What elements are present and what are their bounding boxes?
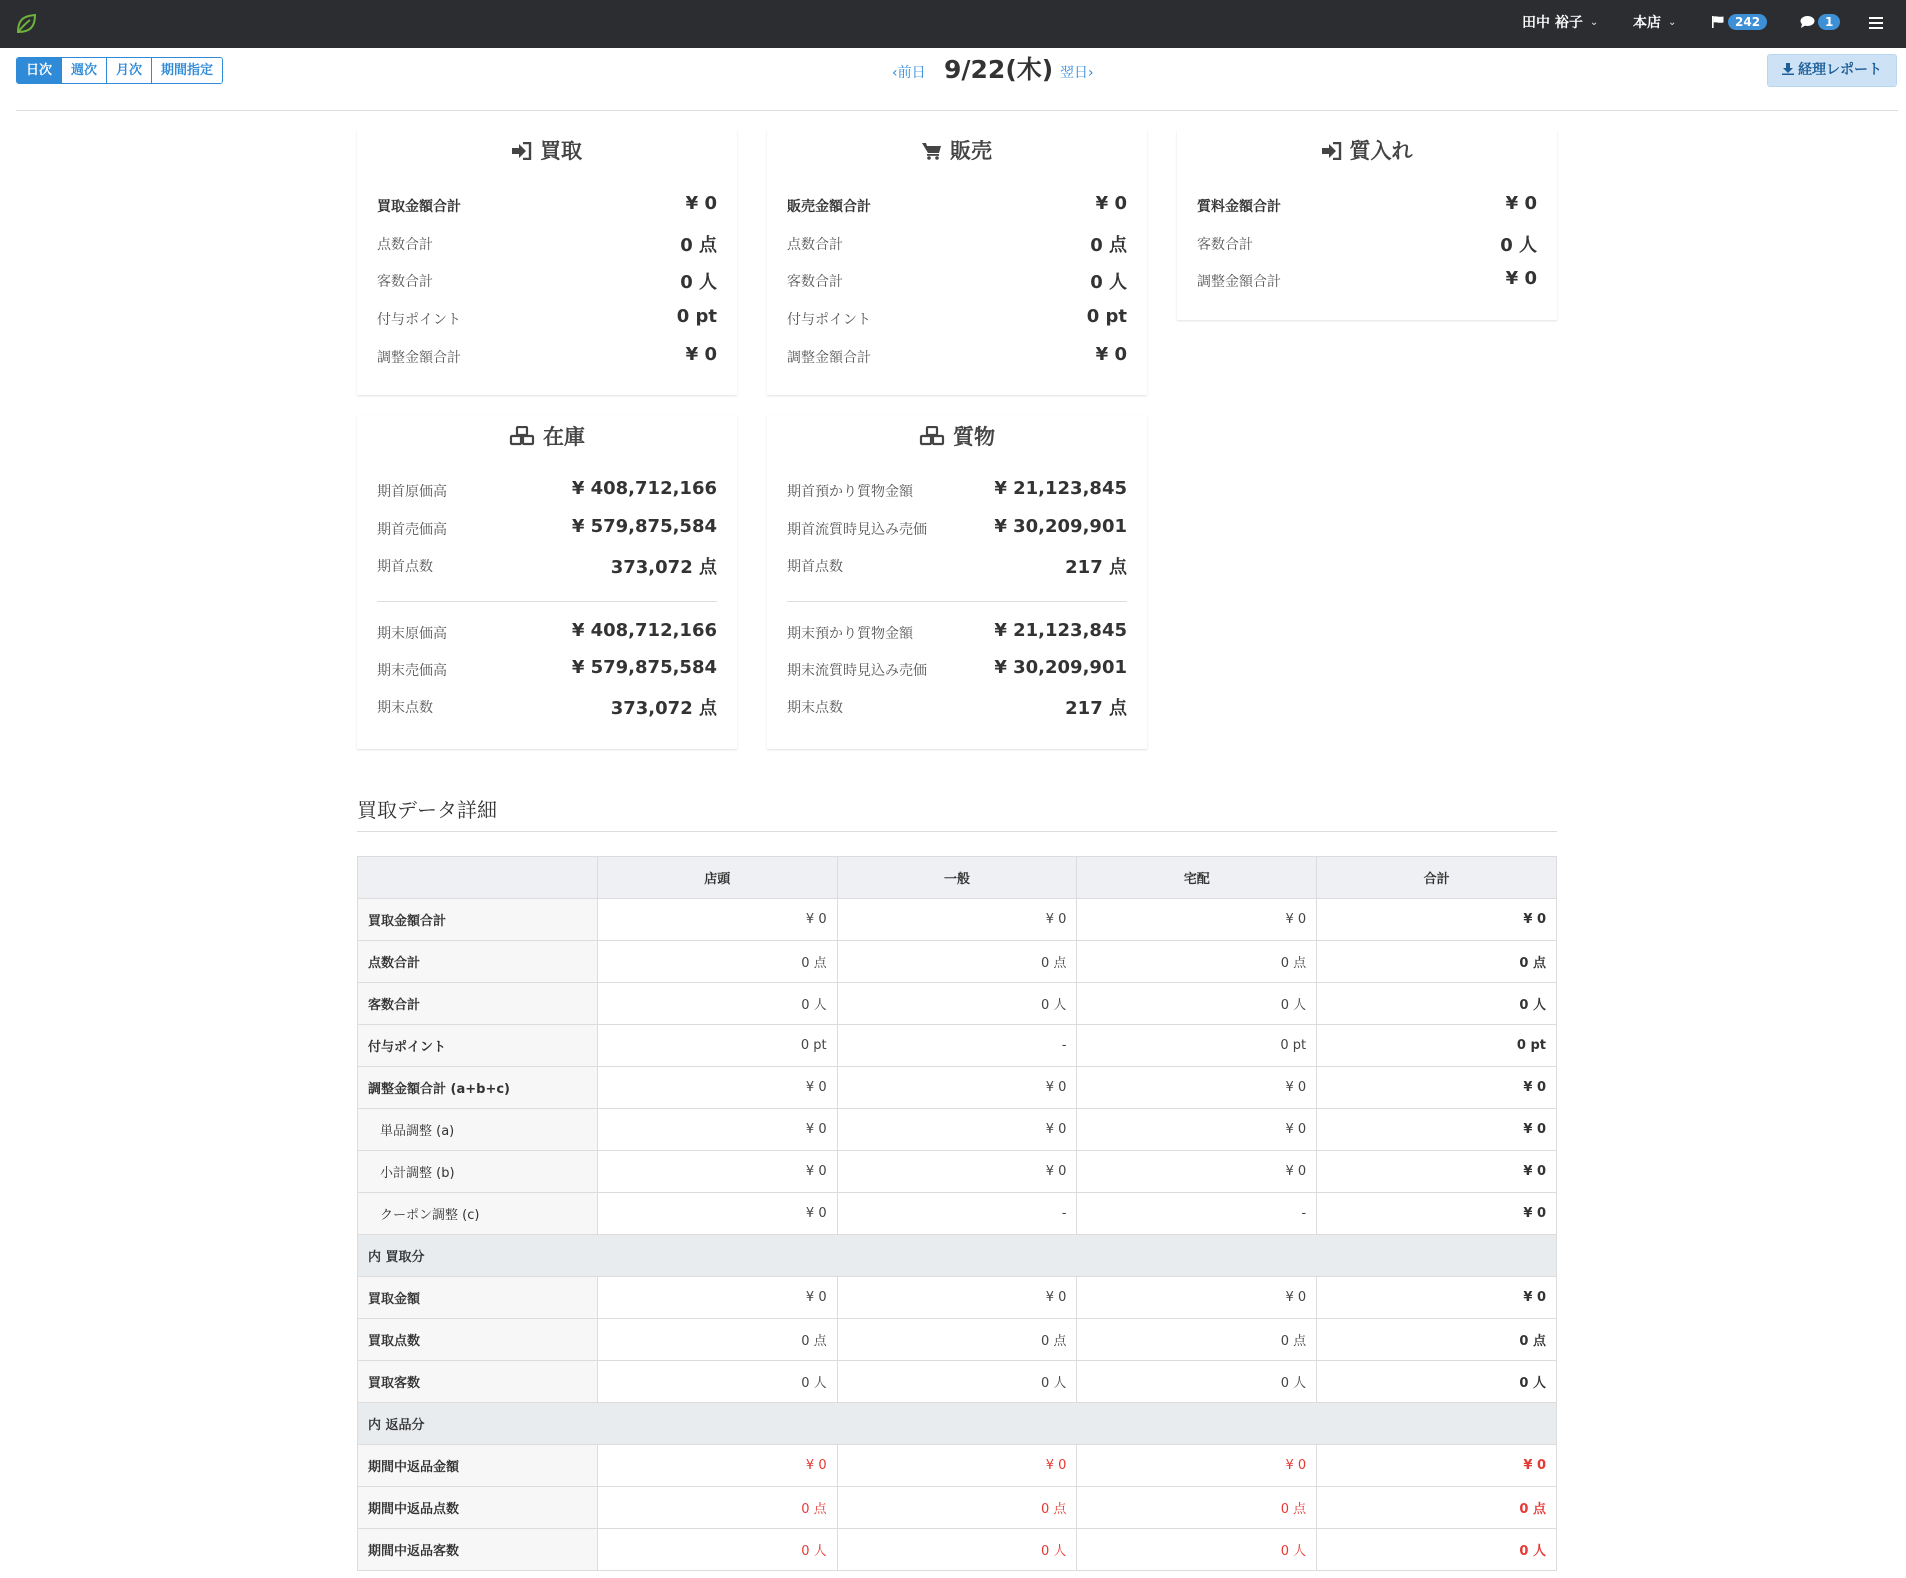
row-value: 373,072 点 xyxy=(610,557,717,578)
chevron-right-icon: › xyxy=(1088,65,1094,81)
row-header: 小計調整 (b) xyxy=(358,1151,598,1193)
row-value: 0 人 xyxy=(1090,272,1127,293)
row-value: 0 点 xyxy=(680,235,717,256)
table-row xyxy=(358,1487,1557,1529)
summary-row xyxy=(787,260,1127,298)
row-value: ¥ 408,712,166 xyxy=(571,620,717,641)
column-header: 宅配 xyxy=(1077,857,1317,899)
table-cell: 0 点 xyxy=(837,1487,1077,1529)
row-label: 期首原価高 xyxy=(377,484,447,500)
summary-row xyxy=(1197,185,1537,223)
row-value: ¥ 408,712,166 xyxy=(571,478,717,499)
row-value: 217 点 xyxy=(1065,698,1127,719)
row-label: 付与ポイント xyxy=(787,312,871,328)
summary-row xyxy=(787,336,1127,374)
chevron-left-icon: ‹ xyxy=(892,65,898,81)
row-value: ¥ 0 xyxy=(685,193,717,214)
row-header: 期間中返品客数 xyxy=(358,1529,598,1571)
column-header: 店頭 xyxy=(597,857,837,899)
table-cell-total: 0 人 xyxy=(1317,983,1557,1025)
prev-day-link[interactable] xyxy=(892,62,926,82)
table-cell: 0 人 xyxy=(837,1361,1077,1403)
table-cell: ¥ 0 xyxy=(597,899,837,941)
row-value: 217 点 xyxy=(1065,557,1127,578)
header-divider xyxy=(16,110,1898,111)
summary-row xyxy=(787,223,1127,261)
sales-card-title xyxy=(767,135,1147,165)
table-cell-total: 0 点 xyxy=(1317,1487,1557,1529)
table-row xyxy=(358,1277,1557,1319)
row-value: ¥ 0 xyxy=(685,344,717,365)
table-cell-total: 0 点 xyxy=(1317,941,1557,983)
table-cell-total: ¥ 0 xyxy=(1317,1277,1557,1319)
row-label: 点数合計 xyxy=(787,237,843,253)
row-label: 調整金額合計 xyxy=(1197,274,1281,290)
row-label: 期首点数 xyxy=(787,559,843,575)
table-cell-total: 0 pt xyxy=(1317,1025,1557,1067)
table-cell: ¥ 0 xyxy=(597,1067,837,1109)
table-cell: - xyxy=(837,1193,1077,1235)
pledges-card-title xyxy=(767,421,1147,451)
row-value: ¥ 21,123,845 xyxy=(994,478,1127,499)
table-cell: 0 pt xyxy=(1077,1025,1317,1067)
prev-day-label: 前日 xyxy=(897,65,926,81)
table-row xyxy=(358,899,1557,941)
summary-row xyxy=(377,612,717,650)
row-value: 0 人 xyxy=(1500,235,1537,256)
hamburger-icon xyxy=(1869,17,1883,29)
row-label: 期末売価高 xyxy=(377,663,447,679)
card-divider xyxy=(787,601,1127,602)
row-value: ¥ 579,875,584 xyxy=(571,657,717,678)
row-header: 買取点数 xyxy=(358,1319,598,1361)
table-cell: - xyxy=(837,1025,1077,1067)
table-row xyxy=(358,1529,1557,1571)
table-row xyxy=(358,983,1557,1025)
row-header: 調整金額合計 (a+b+c) xyxy=(358,1067,598,1109)
table-cell: ¥ 0 xyxy=(837,899,1077,941)
row-value: 373,072 点 xyxy=(610,698,717,719)
table-row xyxy=(358,941,1557,983)
row-value: ¥ 0 xyxy=(1095,344,1127,365)
comment-icon xyxy=(1800,15,1815,29)
row-label: 期首売価高 xyxy=(377,522,447,538)
table-cell: ¥ 0 xyxy=(597,1445,837,1487)
table-cell: ¥ 0 xyxy=(597,1193,837,1235)
row-label: 期末点数 xyxy=(787,700,843,716)
table-cell: ¥ 0 xyxy=(1077,1109,1317,1151)
table-cell: 0 点 xyxy=(1077,941,1317,983)
row-header: クーポン調整 (c) xyxy=(358,1193,598,1235)
row-label: 買取金額合計 xyxy=(377,199,461,215)
table-cell: ¥ 0 xyxy=(1077,1445,1317,1487)
row-label: 期末点数 xyxy=(377,700,433,716)
row-value: ¥ 0 xyxy=(1505,193,1537,214)
pledges-title-text: 質物 xyxy=(953,425,995,449)
table-cell: ¥ 0 xyxy=(1077,899,1317,941)
sales-summary-card xyxy=(767,130,1147,395)
summary-row xyxy=(377,185,717,223)
table-cell: 0 点 xyxy=(837,1319,1077,1361)
row-label: 期末原価高 xyxy=(377,626,447,642)
pledges-summary-card xyxy=(767,416,1147,749)
row-value: 0 pt xyxy=(676,306,717,327)
store-name: 本店 xyxy=(1633,15,1661,31)
message-count-badge: 1 xyxy=(1818,14,1840,30)
leaf-logo-icon[interactable] xyxy=(14,12,38,36)
table-cell-total: ¥ 0 xyxy=(1317,1109,1557,1151)
top-navbar xyxy=(0,0,1906,48)
table-cell: 0 人 xyxy=(1077,1361,1317,1403)
table-cell: 0 点 xyxy=(837,941,1077,983)
summary-row xyxy=(377,649,717,687)
purchase-card-title xyxy=(357,135,737,165)
summary-row xyxy=(787,686,1127,724)
table-group-row xyxy=(358,1403,1557,1445)
table-cell: 0 点 xyxy=(597,1319,837,1361)
table-cell: ¥ 0 xyxy=(597,1109,837,1151)
hamburger-menu[interactable] xyxy=(1869,0,1883,48)
row-header: 買取金額 xyxy=(358,1277,598,1319)
table-group-row xyxy=(358,1235,1557,1277)
row-label: 販売金額合計 xyxy=(787,199,871,215)
purchase-title-text: 買取 xyxy=(540,139,582,163)
store-menu[interactable] xyxy=(1633,0,1676,48)
user-name: 田中 裕子 xyxy=(1522,15,1583,31)
summary-row xyxy=(787,545,1127,583)
summary-row xyxy=(377,298,717,336)
table-cell: - xyxy=(1077,1193,1317,1235)
row-header: 買取金額合計 xyxy=(358,899,598,941)
summary-row xyxy=(787,649,1127,687)
table-cell: ¥ 0 xyxy=(837,1067,1077,1109)
purchase-detail-table xyxy=(357,856,1557,1571)
table-cell-total: ¥ 0 xyxy=(1317,1193,1557,1235)
table-cell: 0 人 xyxy=(1077,1529,1317,1571)
row-label: 調整金額合計 xyxy=(377,350,461,366)
accounting-report-button[interactable] xyxy=(1767,54,1897,87)
table-row xyxy=(358,1319,1557,1361)
pawn-title-text: 質入れ xyxy=(1349,139,1413,163)
flag-icon xyxy=(1711,15,1725,29)
summary-row xyxy=(1197,223,1537,261)
tab-daily[interactable]: 日次 xyxy=(17,58,61,83)
column-header xyxy=(358,857,598,899)
table-cell: 0 人 xyxy=(837,1529,1077,1571)
table-cell: 0 人 xyxy=(1077,983,1317,1025)
table-cell: ¥ 0 xyxy=(837,1151,1077,1193)
table-header-row xyxy=(358,857,1557,899)
table-cell: ¥ 0 xyxy=(597,1151,837,1193)
row-label: 期末流質時見込み売価 xyxy=(787,663,927,679)
table-cell: ¥ 0 xyxy=(597,1277,837,1319)
table-cell: 0 pt xyxy=(597,1025,837,1067)
row-label: 質料金額合計 xyxy=(1197,199,1281,215)
table-row xyxy=(358,1361,1557,1403)
table-cell: ¥ 0 xyxy=(1077,1151,1317,1193)
summary-row xyxy=(377,223,717,261)
table-cell: 0 点 xyxy=(1077,1487,1317,1529)
summary-row xyxy=(377,260,717,298)
card-divider xyxy=(377,601,717,602)
tab-weekly[interactable]: 週次 xyxy=(61,58,106,83)
table-cell: ¥ 0 xyxy=(837,1109,1077,1151)
detail-section-title: 買取データ詳細 xyxy=(357,798,497,822)
table-cell-total: 0 人 xyxy=(1317,1361,1557,1403)
table-row xyxy=(358,1193,1557,1235)
table-row xyxy=(358,1151,1557,1193)
summary-row xyxy=(1197,260,1537,298)
summary-row xyxy=(787,185,1127,223)
table-cell: 0 点 xyxy=(1077,1319,1317,1361)
table-cell-total: ¥ 0 xyxy=(1317,1151,1557,1193)
table-row xyxy=(358,1025,1557,1067)
table-cell: ¥ 0 xyxy=(837,1277,1077,1319)
row-value: 0 点 xyxy=(1090,235,1127,256)
row-value: 0 pt xyxy=(1086,306,1127,327)
sign-in-icon xyxy=(512,142,532,160)
sales-title-text: 販売 xyxy=(950,139,992,163)
row-label: 期末預かり質物金額 xyxy=(787,626,913,642)
row-label: 点数合計 xyxy=(377,237,433,253)
table-cell: ¥ 0 xyxy=(1077,1067,1317,1109)
flag-notifications[interactable] xyxy=(1711,0,1767,48)
row-header: 期間中返品金額 xyxy=(358,1445,598,1487)
table-cell: 0 人 xyxy=(597,1529,837,1571)
sign-in-icon xyxy=(1322,142,1342,160)
chevron-down-icon: ⌄ xyxy=(1668,17,1677,28)
download-icon xyxy=(1782,63,1794,75)
table-cell-total: ¥ 0 xyxy=(1317,899,1557,941)
row-value: ¥ 0 xyxy=(1095,193,1127,214)
row-label: 期首預かり質物金額 xyxy=(787,484,913,500)
next-day-label: 翌日 xyxy=(1060,65,1088,81)
table-row xyxy=(358,1109,1557,1151)
summary-row xyxy=(787,508,1127,546)
table-cell: 0 点 xyxy=(597,1487,837,1529)
row-value: ¥ 579,875,584 xyxy=(571,516,717,537)
pawn-summary-card xyxy=(1177,130,1557,320)
current-date: 9/22(木) xyxy=(944,55,1054,84)
table-cell-total: 0 点 xyxy=(1317,1319,1557,1361)
flag-count-badge: 242 xyxy=(1728,14,1767,30)
group-header: 内 返品分 xyxy=(358,1403,1557,1445)
tab-custom-period[interactable]: 期間指定 xyxy=(151,58,222,83)
row-header: 点数合計 xyxy=(358,941,598,983)
column-header: 合計 xyxy=(1317,857,1557,899)
cubes-icon xyxy=(919,426,945,446)
table-cell: ¥ 0 xyxy=(1077,1277,1317,1319)
table-cell: 0 人 xyxy=(597,983,837,1025)
table-cell: 0 人 xyxy=(597,1361,837,1403)
table-cell: 0 点 xyxy=(597,941,837,983)
pawn-card-title xyxy=(1177,135,1557,165)
row-label: 客数合計 xyxy=(1197,237,1253,253)
summary-row xyxy=(377,336,717,374)
row-label: 期首流質時見込み売価 xyxy=(787,522,927,538)
table-cell-total: ¥ 0 xyxy=(1317,1067,1557,1109)
row-value: ¥ 0 xyxy=(1505,268,1537,289)
cubes-icon xyxy=(509,426,535,446)
row-value: 0 人 xyxy=(680,272,717,293)
user-menu[interactable] xyxy=(1522,0,1598,48)
summary-row xyxy=(787,298,1127,336)
tab-monthly[interactable]: 月次 xyxy=(106,58,151,83)
table-cell: 0 人 xyxy=(837,983,1077,1025)
inventory-title-text: 在庫 xyxy=(543,425,585,449)
inventory-summary-card xyxy=(357,416,737,749)
row-label: 客数合計 xyxy=(787,274,843,290)
row-value: ¥ 30,209,901 xyxy=(994,516,1127,537)
row-label: 客数合計 xyxy=(377,274,433,290)
purchase-summary-card xyxy=(357,130,737,395)
message-notifications[interactable] xyxy=(1800,0,1840,48)
table-row xyxy=(358,1067,1557,1109)
table-cell-total: 0 人 xyxy=(1317,1529,1557,1571)
row-header: 期間中返品点数 xyxy=(358,1487,598,1529)
summary-row xyxy=(787,470,1127,508)
shopping-cart-icon xyxy=(922,142,942,160)
row-header: 付与ポイント xyxy=(358,1025,598,1067)
row-header: 買取客数 xyxy=(358,1361,598,1403)
table-row xyxy=(358,1445,1557,1487)
summary-row xyxy=(377,508,717,546)
group-header: 内 買取分 xyxy=(358,1235,1557,1277)
row-label: 調整金額合計 xyxy=(787,350,871,366)
table-cell: ¥ 0 xyxy=(837,1445,1077,1487)
summary-row xyxy=(787,612,1127,650)
row-header: 単品調整 (a) xyxy=(358,1109,598,1151)
section-divider xyxy=(357,831,1557,832)
table-cell-total: ¥ 0 xyxy=(1317,1445,1557,1487)
column-header: 一般 xyxy=(837,857,1077,899)
summary-row xyxy=(377,686,717,724)
summary-row xyxy=(377,545,717,583)
chevron-down-icon: ⌄ xyxy=(1589,17,1599,28)
summary-row xyxy=(377,470,717,508)
row-value: ¥ 30,209,901 xyxy=(994,657,1127,678)
row-label: 付与ポイント xyxy=(377,312,461,328)
next-day-link[interactable] xyxy=(1060,62,1094,82)
inventory-card-title xyxy=(357,421,737,451)
row-label: 期首点数 xyxy=(377,559,433,575)
date-navigation xyxy=(0,52,1906,88)
row-value: ¥ 21,123,845 xyxy=(994,620,1127,641)
report-button-label: 経理レポート xyxy=(1798,62,1882,78)
row-header: 客数合計 xyxy=(358,983,598,1025)
